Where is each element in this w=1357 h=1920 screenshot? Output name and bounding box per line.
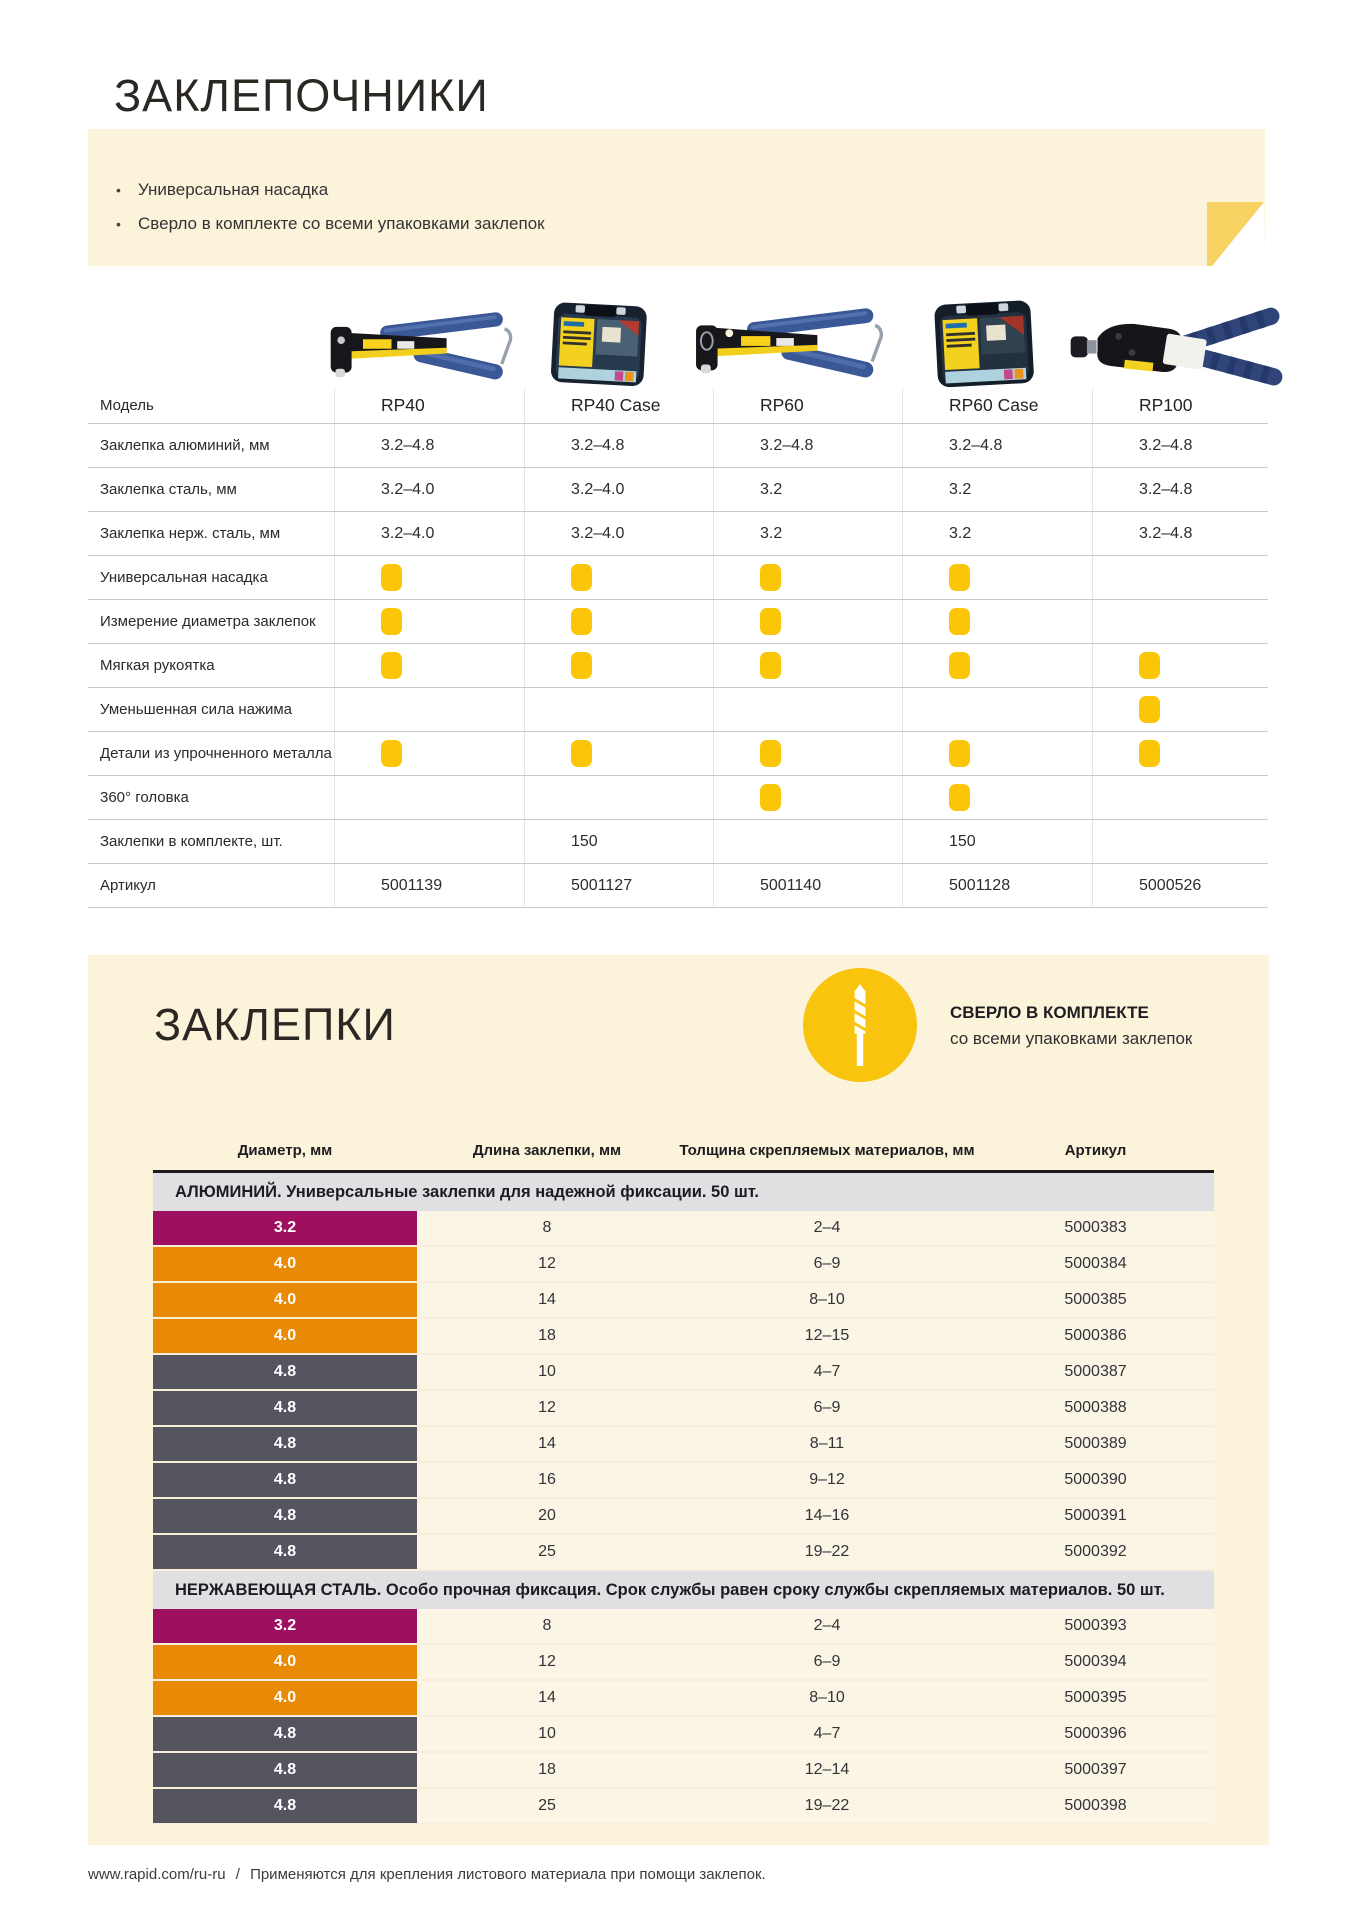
cell-value — [902, 776, 1092, 819]
check-icon — [760, 564, 781, 591]
rivet-row — [153, 1211, 1214, 1247]
diameter-cell: 4.0 — [153, 1645, 417, 1679]
bullet-dot-icon: • — [116, 182, 121, 198]
column-header: Диаметр, мм — [237, 1141, 333, 1159]
article-cell: 5000397 — [1064, 1761, 1127, 1778]
table-row — [88, 556, 1268, 600]
check-icon — [760, 608, 781, 635]
cell-value — [713, 556, 902, 599]
length-cell: 12 — [538, 1653, 556, 1670]
product-image-rp40 — [325, 300, 515, 388]
length-cell: 20 — [538, 1507, 556, 1524]
check-icon — [1139, 652, 1160, 679]
row-label: Заклепка сталь, мм — [100, 481, 237, 498]
cell-value: 3.2–4.8 — [334, 424, 524, 467]
column-header: Длина заклепки, мм — [472, 1141, 622, 1159]
rivets-title: ЗАКЛЕПКИ — [154, 999, 396, 1050]
thickness-cell: 6–9 — [813, 1255, 841, 1272]
length-cell: 12 — [538, 1399, 556, 1416]
cell-value: 3.2 — [713, 512, 902, 555]
article-cell: 5000392 — [1064, 1543, 1127, 1560]
cell-value — [524, 600, 713, 643]
cell-value — [713, 820, 902, 863]
model-name: RP60 Case — [902, 388, 1092, 423]
bullet-text: Сверло в комплекте со всеми упаковками заклепок — [138, 214, 545, 233]
cell-value — [902, 644, 1092, 687]
cell-value — [524, 776, 713, 819]
check-icon — [949, 652, 970, 679]
column-header: Толщина скрепляемых материалов, мм — [679, 1141, 975, 1159]
cell-value — [1092, 644, 1268, 687]
cell-value: 3.2 — [713, 468, 902, 511]
cell-value — [334, 556, 524, 599]
length-cell: 14 — [538, 1435, 556, 1452]
bullet-dot-icon: • — [116, 216, 121, 232]
banner-bullet — [116, 207, 1265, 241]
thickness-cell: 12–14 — [804, 1761, 850, 1778]
cell-value: 3.2–4.0 — [524, 468, 713, 511]
article-cell: 5000387 — [1064, 1363, 1127, 1380]
cell-value — [1092, 776, 1268, 819]
thickness-cell: 4–7 — [813, 1725, 841, 1742]
check-icon — [949, 740, 970, 767]
check-icon — [760, 784, 781, 811]
cell-value — [713, 732, 902, 775]
table-row — [88, 468, 1268, 512]
thickness-cell: 9–12 — [809, 1471, 845, 1488]
thickness-cell: 2–4 — [813, 1617, 841, 1634]
cell-value — [334, 732, 524, 775]
product-image-rp100 — [1066, 298, 1290, 390]
thickness-cell: 14–16 — [804, 1507, 850, 1524]
row-label: Артикул — [100, 877, 156, 894]
diameter-cell: 4.8 — [153, 1427, 417, 1461]
thickness-cell: 8–10 — [809, 1689, 845, 1706]
cell-value — [713, 776, 902, 819]
check-icon — [1139, 740, 1160, 767]
banner-bullet-list — [88, 129, 1265, 241]
rivet-row — [153, 1427, 1214, 1463]
cell-value: 3.2–4.0 — [334, 512, 524, 555]
rivets-table — [153, 1130, 1214, 1825]
table-row — [88, 424, 1268, 468]
cell-value: 3.2–4.8 — [713, 424, 902, 467]
row-label: Заклепка алюминий, мм — [100, 437, 270, 454]
model-name: RP100 — [1092, 388, 1268, 423]
rivets-panel — [88, 955, 1269, 1845]
article-cell: 5000393 — [1064, 1617, 1127, 1634]
rivet-row — [153, 1789, 1214, 1825]
check-icon — [949, 608, 970, 635]
cell-value — [334, 688, 524, 731]
row-label: Детали из упрочненного металла — [100, 745, 332, 762]
cell-value: 3.2–4.8 — [1092, 424, 1268, 467]
article-cell: 5000383 — [1064, 1219, 1127, 1236]
rivet-row — [153, 1645, 1214, 1681]
riveters-table — [88, 388, 1268, 908]
cell-value: 3.2–4.0 — [524, 512, 713, 555]
diameter-cell: 4.8 — [153, 1391, 417, 1425]
rivet-row — [153, 1355, 1214, 1391]
row-label: 360° головка — [100, 789, 189, 806]
diameter-cell: 3.2 — [153, 1211, 417, 1245]
length-cell: 10 — [538, 1363, 556, 1380]
row-label: Измерение диаметра заклепок — [100, 613, 316, 630]
model-name: RP40 Case — [524, 388, 713, 423]
check-icon — [949, 564, 970, 591]
check-icon — [381, 564, 402, 591]
diameter-cell: 4.8 — [153, 1499, 417, 1533]
cell-value: 5001127 — [524, 864, 713, 907]
table-row — [88, 688, 1268, 732]
cell-value: 3.2 — [902, 468, 1092, 511]
diameter-cell: 4.0 — [153, 1681, 417, 1715]
cell-value — [524, 688, 713, 731]
thickness-cell: 6–9 — [813, 1653, 841, 1670]
rivet-row — [153, 1247, 1214, 1283]
cell-value — [713, 644, 902, 687]
cell-value — [902, 732, 1092, 775]
length-cell: 10 — [538, 1725, 556, 1742]
rivet-row — [153, 1283, 1214, 1319]
row-label: Уменьшенная сила нажима — [100, 701, 293, 718]
section-header: АЛЮМИНИЙ. Универсальные заклепки для надежной фиксации. 50 шт. — [153, 1173, 1214, 1211]
cell-value: 3.2–4.8 — [1092, 512, 1268, 555]
drill-included-badge — [803, 968, 917, 1082]
thickness-cell: 6–9 — [813, 1399, 841, 1416]
article-cell: 5000394 — [1064, 1653, 1127, 1670]
diameter-cell: 4.8 — [153, 1717, 417, 1751]
banner-bullet — [116, 173, 1265, 207]
model-label: Модель — [100, 397, 154, 414]
badge-subtitle: со всеми упаковками заклепок — [950, 1029, 1193, 1048]
cell-value — [334, 776, 524, 819]
check-icon — [571, 564, 592, 591]
article-cell: 5000395 — [1064, 1689, 1127, 1706]
article-cell: 5000388 — [1064, 1399, 1127, 1416]
rivet-row — [153, 1499, 1214, 1535]
folded-corner-icon — [1207, 202, 1265, 266]
length-cell: 16 — [538, 1471, 556, 1488]
cell-value — [1092, 732, 1268, 775]
cell-value: 5001139 — [334, 864, 524, 907]
cell-value: 5000526 — [1092, 864, 1268, 907]
check-icon — [381, 608, 402, 635]
article-cell: 5000391 — [1064, 1507, 1127, 1524]
article-cell: 5000390 — [1064, 1471, 1127, 1488]
article-cell: 5000384 — [1064, 1255, 1127, 1272]
rivet-row — [153, 1463, 1214, 1499]
cell-value — [713, 688, 902, 731]
check-icon — [571, 740, 592, 767]
drill-bit-icon — [847, 984, 873, 1066]
diameter-cell: 4.0 — [153, 1283, 417, 1317]
thickness-cell: 19–22 — [804, 1543, 850, 1560]
article-cell: 5000386 — [1064, 1327, 1127, 1344]
table-row — [88, 820, 1268, 864]
thickness-cell: 19–22 — [804, 1797, 850, 1814]
cell-value — [902, 556, 1092, 599]
article-cell: 5000385 — [1064, 1291, 1127, 1308]
cell-value — [902, 600, 1092, 643]
length-cell: 12 — [538, 1255, 556, 1272]
length-cell: 18 — [538, 1327, 556, 1344]
diameter-cell: 4.0 — [153, 1247, 417, 1281]
page-title: ЗАКЛЕПОЧНИКИ — [114, 70, 489, 121]
length-cell: 8 — [542, 1617, 552, 1634]
model-header-row — [88, 388, 1268, 424]
footer — [88, 1866, 772, 1883]
badge-title: СВЕРЛО В КОМПЛЕКТЕ — [950, 1003, 1149, 1022]
length-cell: 18 — [538, 1761, 556, 1778]
cell-value — [334, 820, 524, 863]
table-row — [88, 864, 1268, 908]
model-name: RP40 — [334, 388, 524, 423]
rivets-column-header-row — [153, 1130, 1214, 1170]
rivet-row — [153, 1535, 1214, 1571]
table-row — [88, 776, 1268, 820]
check-icon — [1139, 696, 1160, 723]
diameter-cell: 4.8 — [153, 1753, 417, 1787]
product-image-rp40-case — [548, 293, 650, 390]
article-cell: 5000396 — [1064, 1725, 1127, 1742]
cell-value: 5001140 — [713, 864, 902, 907]
model-name: RP60 — [713, 388, 902, 423]
diameter-cell: 4.8 — [153, 1355, 417, 1389]
cell-value — [1092, 556, 1268, 599]
bullet-text: Универсальная насадка — [138, 180, 329, 199]
thickness-cell: 8–10 — [809, 1291, 845, 1308]
column-header: Артикул — [1064, 1141, 1127, 1159]
diameter-cell: 4.0 — [153, 1319, 417, 1353]
table-row — [88, 512, 1268, 556]
cell-value — [524, 556, 713, 599]
check-icon — [949, 784, 970, 811]
rivet-row — [153, 1319, 1214, 1355]
check-icon — [381, 740, 402, 767]
cell-value: 150 — [902, 820, 1092, 863]
check-icon — [760, 740, 781, 767]
diameter-cell: 4.8 — [153, 1535, 417, 1569]
cell-value: 3.2 — [902, 512, 1092, 555]
footer-text: Применяются для крепления листового материала при помощи заклепок. — [250, 1866, 766, 1883]
cell-value: 3.2–4.8 — [902, 424, 1092, 467]
length-cell: 25 — [538, 1797, 556, 1814]
rivet-row — [153, 1391, 1214, 1427]
check-icon — [571, 652, 592, 679]
row-label: Заклепки в комплекте, шт. — [100, 833, 283, 850]
cell-value — [524, 732, 713, 775]
diameter-cell: 4.8 — [153, 1789, 417, 1823]
cell-value — [1092, 820, 1268, 863]
thickness-cell: 2–4 — [813, 1219, 841, 1236]
cell-value — [902, 688, 1092, 731]
cell-value: 150 — [524, 820, 713, 863]
article-cell: 5000389 — [1064, 1435, 1127, 1452]
cell-value: 3.2–4.8 — [524, 424, 713, 467]
article-cell: 5000398 — [1064, 1797, 1127, 1814]
cell-value — [1092, 600, 1268, 643]
footer-url[interactable]: www.rapid.com/ru-ru — [88, 1866, 226, 1883]
cell-value — [524, 644, 713, 687]
length-cell: 14 — [538, 1689, 556, 1706]
diameter-cell: 3.2 — [153, 1609, 417, 1643]
length-cell: 8 — [542, 1219, 552, 1236]
row-label: Заклепка нерж. сталь, мм — [100, 525, 281, 542]
length-cell: 25 — [538, 1543, 556, 1560]
section-header: НЕРЖАВЕЮЩАЯ СТАЛЬ. Особо прочная фиксация. Срок службы равен сроку службы скрепляемых материалов. 50 шт. — [153, 1571, 1214, 1609]
cell-value: 3.2–4.8 — [1092, 468, 1268, 511]
thickness-cell: 12–15 — [804, 1327, 850, 1344]
cell-value: 3.2–4.0 — [334, 468, 524, 511]
badge-text-block — [950, 1003, 1192, 1049]
check-icon — [760, 652, 781, 679]
rivet-row — [153, 1609, 1214, 1645]
rivet-row — [153, 1753, 1214, 1789]
cell-value — [1092, 688, 1268, 731]
thickness-cell: 4–7 — [813, 1363, 841, 1380]
cell-value: 5001128 — [902, 864, 1092, 907]
length-cell: 14 — [538, 1291, 556, 1308]
riveters-table-body — [88, 424, 1268, 908]
rivet-row — [153, 1681, 1214, 1717]
table-row — [88, 600, 1268, 644]
thickness-cell: 8–11 — [809, 1435, 845, 1452]
table-row — [88, 644, 1268, 688]
cell-value — [334, 644, 524, 687]
table-row — [88, 732, 1268, 776]
row-label: Универсальная насадка — [100, 569, 268, 586]
intro-banner — [88, 129, 1265, 266]
product-image-rp60 — [688, 296, 888, 386]
check-icon — [381, 652, 402, 679]
check-icon — [571, 608, 592, 635]
row-label: Мягкая рукоятка — [100, 657, 215, 674]
rivet-row — [153, 1717, 1214, 1753]
cell-value — [334, 600, 524, 643]
product-image-rp60-case — [928, 291, 1040, 391]
footer-separator: / — [235, 1866, 240, 1883]
cell-value — [713, 600, 902, 643]
rivets-table-sections — [153, 1173, 1214, 1825]
diameter-cell: 4.8 — [153, 1463, 417, 1497]
